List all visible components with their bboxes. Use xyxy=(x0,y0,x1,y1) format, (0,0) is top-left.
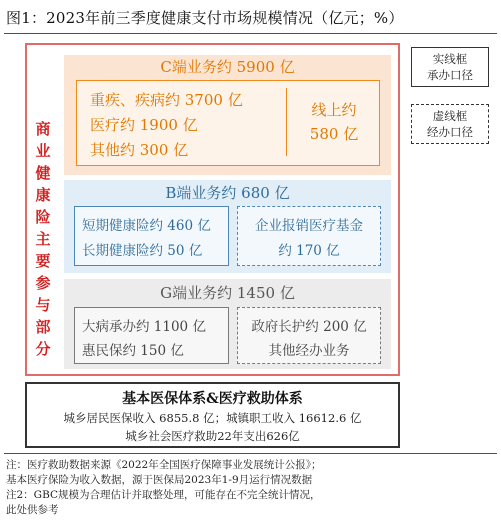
basic-insurance-line: 城乡居民医保收入 6855.8 亿；城镇职工收入 16612.6 亿 xyxy=(63,411,362,425)
g-end-line: 大病承办约 1100 亿 xyxy=(82,319,206,335)
note-line: 此处供参考 xyxy=(6,504,59,516)
legend-solid-line: 实线框 xyxy=(432,52,468,66)
basic-insurance-line: 城乡社会医疗救助22年支出626亿 xyxy=(125,429,300,443)
g-end-dashed-line: 政府长护约 200 亿 xyxy=(251,319,367,335)
legend-dashed-line: 虚线框 xyxy=(432,109,468,123)
figure-title: 图1：2023年前三季度健康支付市场规模情况（亿元；%） xyxy=(6,9,404,27)
g-end-line: 惠民保约 150 亿 xyxy=(82,343,184,359)
c-end-divider xyxy=(286,88,287,156)
c-end-title: C端业务约 5900 亿 xyxy=(160,58,295,76)
c-end-online-label: 线上约 xyxy=(311,101,357,119)
commercial-insurance-label: 商业健康险主要参与部分 xyxy=(35,120,51,358)
legend-solid-line: 承办口径 xyxy=(427,68,473,82)
note-line: 基本医疗保险为收入数据，源于医保局2023年1-9月运行情况数据 xyxy=(6,474,313,486)
b-end-line: 长期健康险约 50 亿 xyxy=(82,243,203,259)
legend-solid-box xyxy=(411,47,489,87)
legend-dashed-line: 经办口径 xyxy=(427,125,473,139)
c-end-line: 医疗约 1900 亿 xyxy=(90,116,198,134)
g-end-title: G端业务约 1450 亿 xyxy=(160,284,295,302)
b-end-dashed-line: 企业报销医疗基金 xyxy=(255,218,363,234)
b-end-line: 短期健康险约 460 亿 xyxy=(82,218,211,234)
g-end-dashed-line: 其他经办业务 xyxy=(268,343,350,359)
c-end-line: 重疾、疾病约 3700 亿 xyxy=(90,91,243,109)
c-end-line: 其他约 300 亿 xyxy=(90,141,189,159)
legend-dashed-box xyxy=(411,104,489,144)
legend-dashed-text xyxy=(412,105,488,140)
notes-divider xyxy=(4,453,497,454)
legend-solid-text xyxy=(412,48,488,83)
b-end-title: B端业务约 680 亿 xyxy=(165,184,290,202)
note-line: 注：医疗救助数据来源《2022年全国医疗保障事业发展统计公报》； xyxy=(6,459,322,471)
basic-insurance-title: 基本医保体系&医疗救助体系 xyxy=(122,391,303,407)
b-end-dashed-line: 约 170 亿 xyxy=(278,243,340,259)
title-divider xyxy=(4,33,497,34)
c-end-online-value: 580 亿 xyxy=(309,125,359,143)
c-end-online xyxy=(292,98,376,146)
note-line: 注2：GBC规模为合理估计并取整处理，可能存在不完全统计情况， xyxy=(6,489,321,501)
